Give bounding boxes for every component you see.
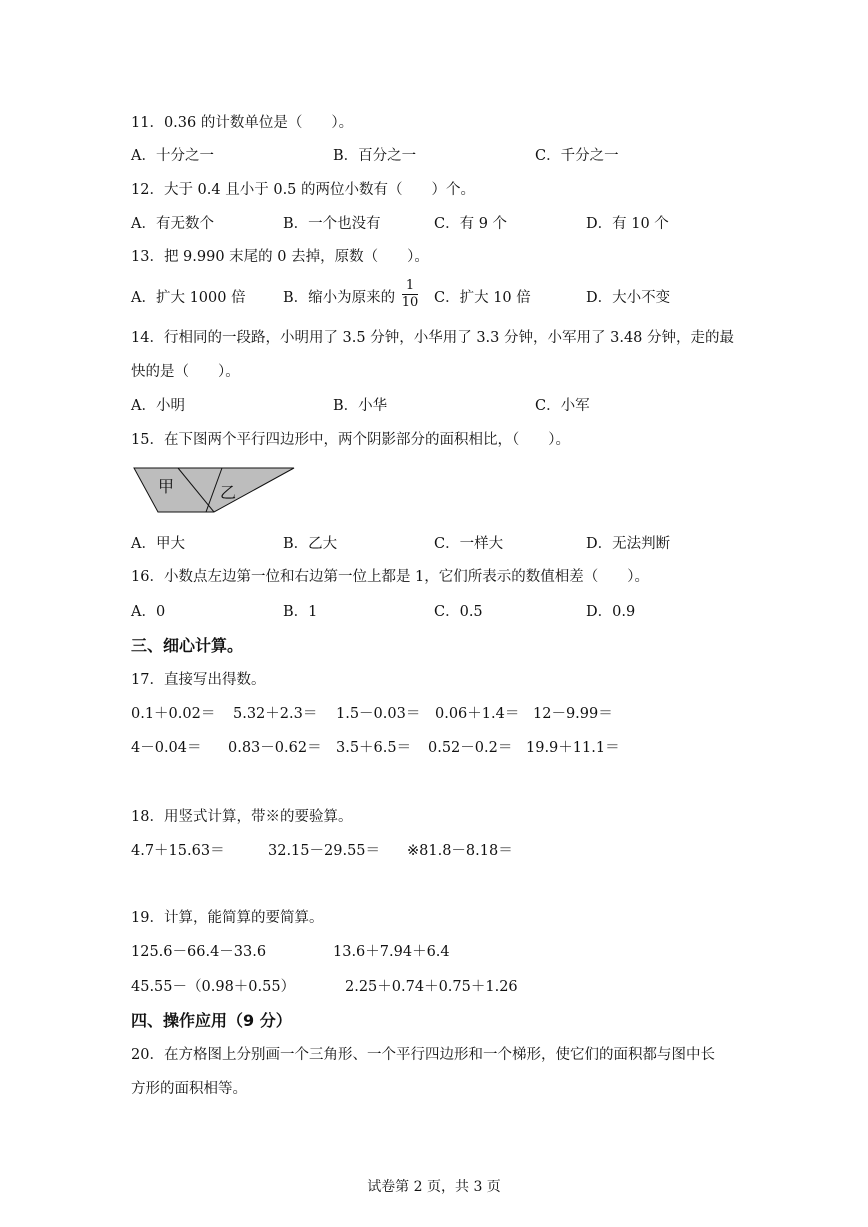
q17-stem: 17．直接写出得数。: [131, 672, 266, 688]
q14-stem-line1: 14．行相同的一段路，小明用了 3.5 分钟，小华用了 3.3 分钟，小军用了 3.48 分钟，走的最: [131, 330, 735, 346]
q18-item: 32.15－29.55＝: [268, 843, 381, 859]
label-yi: 乙: [220, 483, 237, 502]
q16-stem: 16．小数点左边第一位和右边第一位上都是 1，它们所表示的数值相差（ ）。: [131, 569, 650, 585]
q17-expr: 1.5－0.03＝: [336, 706, 421, 722]
q15-stem: 15．在下图两个平行四边形中，两个阴影部分的面积相比，（ ）。: [131, 432, 570, 448]
q13-fraction: [400, 279, 420, 310]
q19-item: 13.6＋7.94＋6.4: [333, 944, 450, 960]
page-footer: 试卷第 2 页，共 3 页: [367, 1179, 501, 1195]
q19-item: 125.6－66.4－33.6: [131, 944, 267, 960]
q19-item: 2.25＋0.74＋0.75＋1.26: [345, 979, 518, 995]
q17-expr: 0.52－0.2＝: [428, 740, 513, 756]
q17-expr: 0.06＋1.4＝: [435, 706, 520, 722]
q15-option-b: B．乙大: [283, 536, 338, 552]
q20-stem-line2: 方形的面积相等。: [131, 1081, 247, 1097]
q17-expr: 19.9＋11.1＝: [526, 740, 620, 756]
q17-expr: 3.5＋6.5＝: [336, 740, 412, 756]
section-3-heading: 三、细心计算。: [131, 636, 244, 655]
q12-option-c: C．有 9 个: [434, 216, 508, 232]
q17-expr: 12－9.99＝: [533, 706, 613, 722]
q15-option-c: C．一样大: [434, 536, 504, 552]
q11-option-a: A．十分之一: [131, 148, 214, 164]
label-jia: 甲: [158, 477, 175, 496]
q13-option-d: D．大小不变: [586, 290, 671, 306]
q13-stem: 13．把 9.990 末尾的 0 去掉，原数（ ）。: [131, 249, 429, 265]
q17-expr: 4－0.04＝: [131, 740, 202, 756]
q19-stem: 19．计算，能简算的要简算。: [131, 910, 324, 926]
q19-item: 45.55－（0.98＋0.55）: [131, 979, 296, 995]
q13-option-c: C．扩大 10 倍: [434, 290, 531, 306]
q11-stem: 11．0.36 的计数单位是（ ）。: [131, 115, 354, 131]
q15-option-d: D．无法判断: [586, 536, 671, 552]
q18-item: 4.7＋15.63＝: [131, 843, 225, 859]
fraction-denominator: 10: [401, 295, 419, 310]
q16-option-c: C．0.5: [434, 604, 483, 620]
q20-stem-line1: 20．在方格图上分别画一个三角形、一个平行四边形和一个梯形，使它们的面积都与图中长: [131, 1047, 715, 1063]
q16-option-b: B．1: [283, 604, 318, 620]
q16-option-d: D．0.9: [586, 604, 636, 620]
q12-stem: 12．大于 0.4 且小于 0.5 的两位小数有（ ）个。: [131, 182, 476, 198]
q11-option-b: B．百分之一: [333, 148, 417, 164]
q14-stem-line2: 快的是（ ）。: [131, 364, 240, 380]
q18-stem: 18．用竖式计算，带※的要验算。: [131, 809, 353, 825]
q17-expr: 0.1＋0.02＝: [131, 706, 216, 722]
section-4-heading: 四、操作应用（9 分）: [131, 1011, 292, 1030]
q15-option-a: A．甲大: [131, 536, 185, 552]
q18-item: ※81.8－8.18＝: [407, 843, 513, 859]
q16-option-a: A．0: [131, 604, 166, 620]
q17-expr: 0.83－0.62＝: [228, 740, 322, 756]
q17-expr: 5.32＋2.3＝: [233, 706, 318, 722]
q13-option-b: B．缩小为原来的: [283, 290, 396, 306]
q12-option-d: D．有 10 个: [586, 216, 669, 232]
q14-option-b: B．小华: [333, 398, 388, 414]
q11-option-c: C．千分之一: [535, 148, 619, 164]
parallelogram-figure: [130, 464, 302, 520]
q12-option-a: A．有无数个: [131, 216, 214, 232]
fraction-numerator: 1: [405, 278, 415, 293]
q14-option-a: A．小明: [131, 398, 185, 414]
q12-option-b: B．一个也没有: [283, 216, 381, 232]
q14-option-c: C．小军: [535, 398, 590, 414]
q13-option-a: A．扩大 1000 倍: [131, 290, 246, 306]
